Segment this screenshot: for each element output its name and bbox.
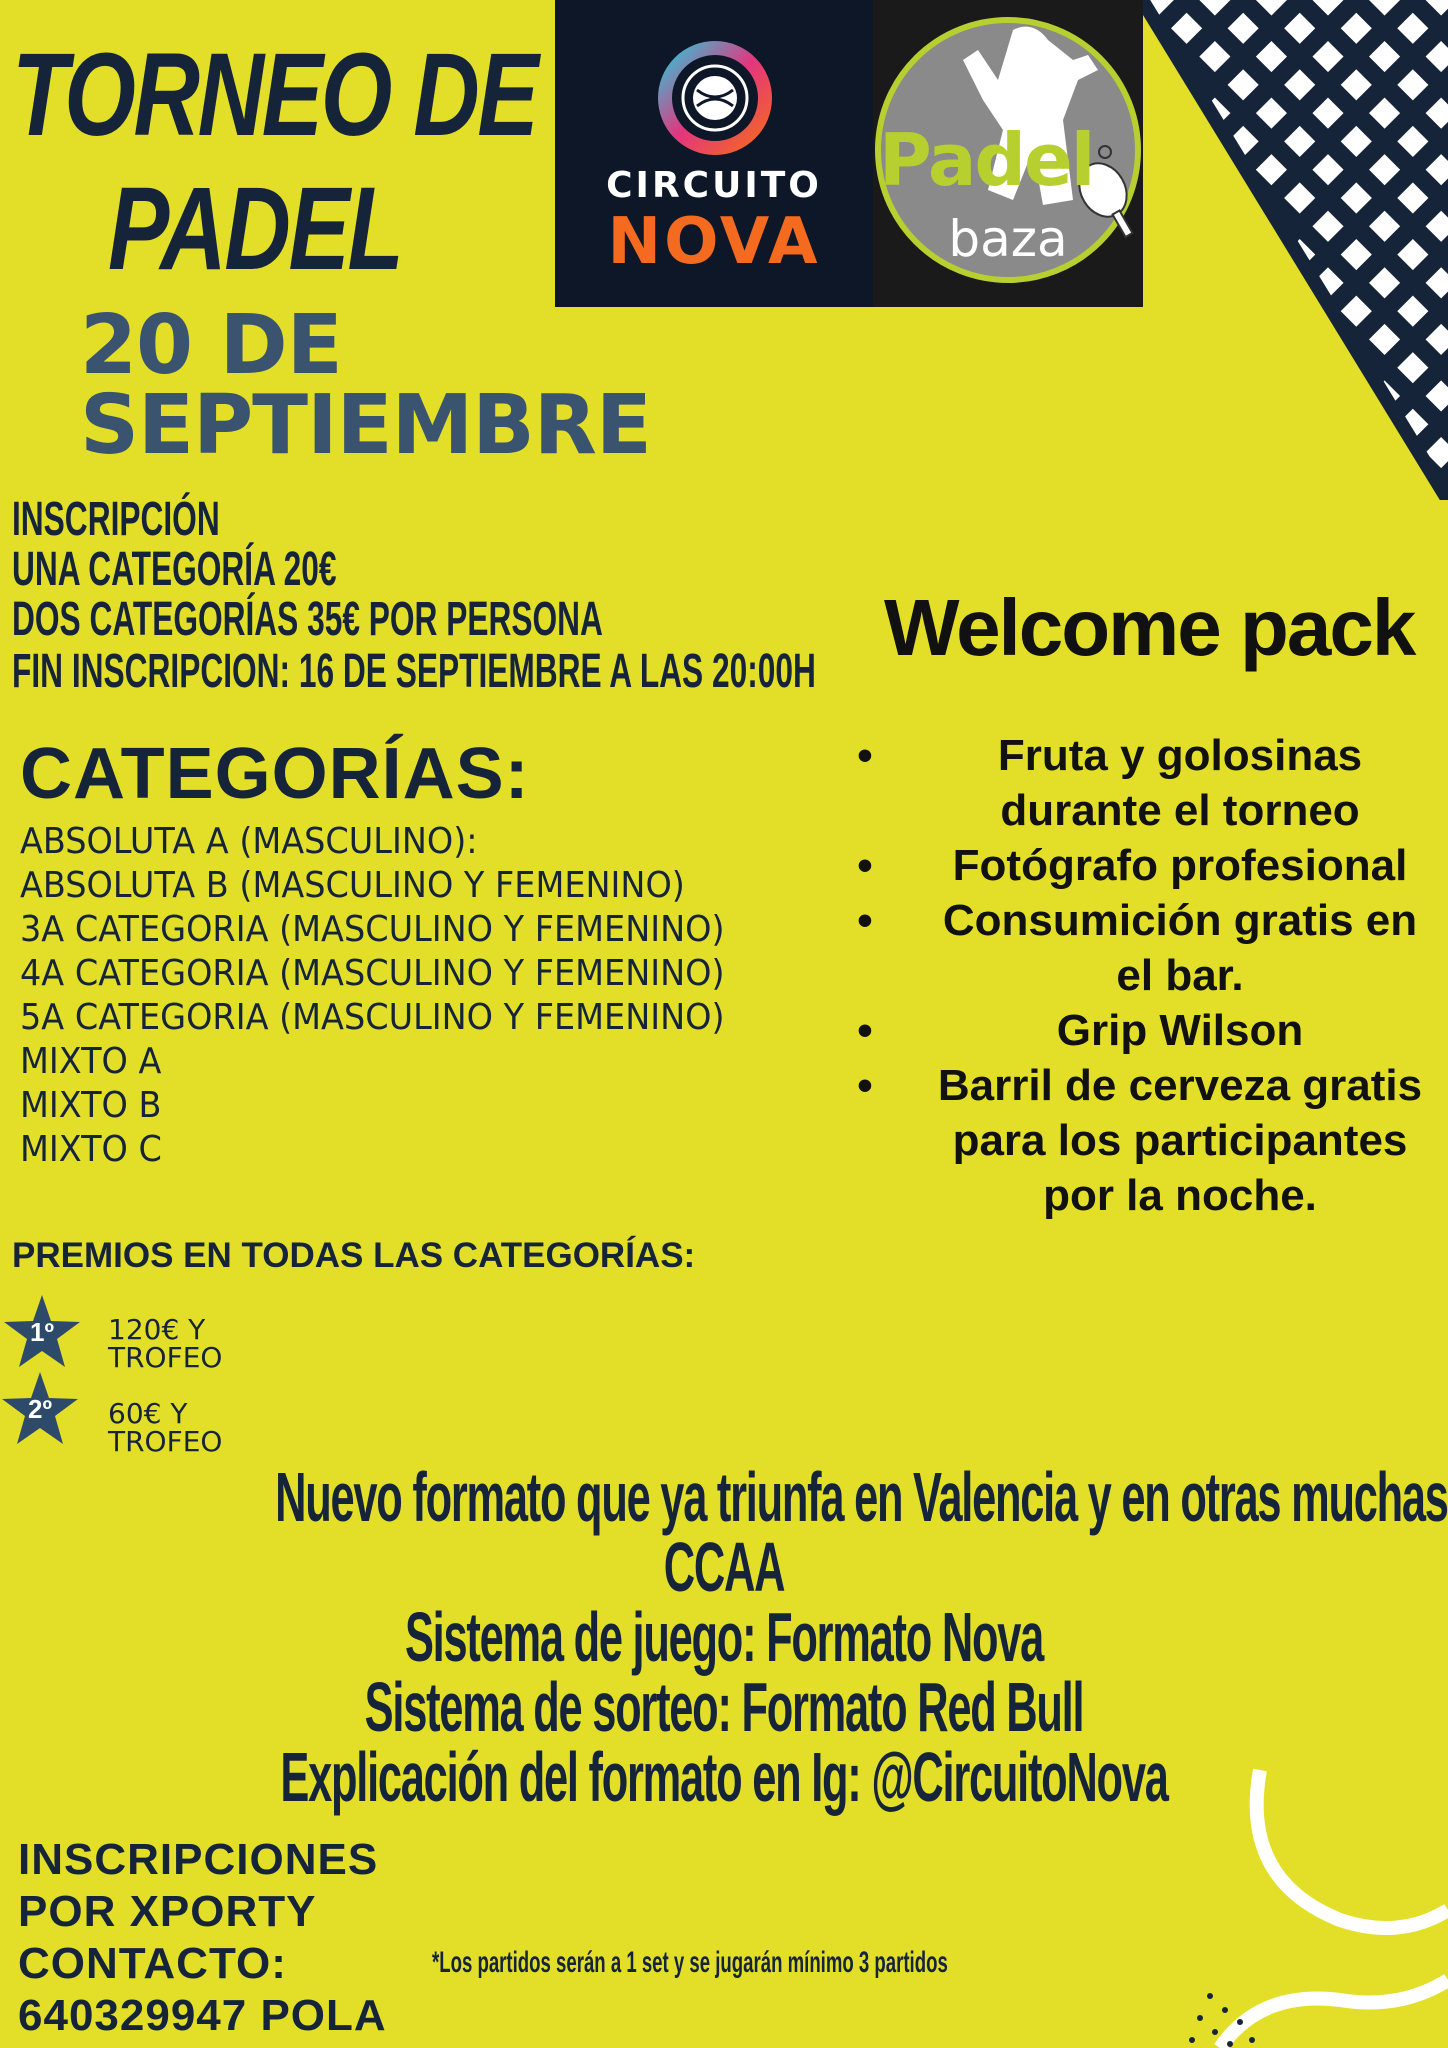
inscripcion-one-category: UNA CATEGORÍA 20€ bbox=[12, 543, 337, 596]
footnote: *Los partidos serán a 1 set y se jugarán mínimo 3 partidos bbox=[432, 1946, 948, 1979]
circuito-nova-logo bbox=[555, 0, 873, 307]
nova-logo-bottom-text: NOVA bbox=[607, 205, 821, 279]
second-prize-text bbox=[108, 1397, 223, 1458]
welcome-pack-item bbox=[850, 1003, 1440, 1058]
welcome-pack-item-text: Consumición gratis en el bar. bbox=[942, 896, 1418, 1000]
categorias-list bbox=[20, 820, 778, 1172]
formato-line-2: CCAA bbox=[663, 1528, 785, 1606]
category-item: 4A CATEGORIA (MASCULINO Y FEMENINO) bbox=[20, 953, 725, 994]
second-place-star-icon bbox=[0, 1370, 80, 1446]
welcome-pack-heading: Welcome pack bbox=[884, 583, 1415, 672]
contact-phone: 640329947 POLA bbox=[18, 1991, 387, 2040]
category-item: ABSOLUTA A (MASCULINO): bbox=[20, 821, 478, 862]
title-line-1: TORNEO DE bbox=[12, 29, 537, 161]
padel-baza-logo bbox=[873, 0, 1143, 307]
welcome-pack-item-text: Barril de cerveza gratis para los participantes por la noche. bbox=[937, 1061, 1423, 1220]
contact-line-2: POR XPORTY bbox=[18, 1887, 317, 1936]
welcome-pack-item-text: Fruta y golosinas durante el torneo bbox=[997, 731, 1363, 835]
welcome-pack-item bbox=[850, 728, 1440, 838]
categorias-heading: CATEGORÍAS: bbox=[20, 734, 530, 814]
welcome-pack-item bbox=[850, 1058, 1440, 1223]
ball-curve-graphic bbox=[1180, 1760, 1448, 2048]
first-prize-trophy: TROFEO bbox=[108, 1341, 223, 1374]
welcome-pack-item bbox=[850, 893, 1440, 1003]
inscripcion-deadline: FIN INSCRIPCION: 16 DE SEPTIEMBRE A LAS 20:00H bbox=[12, 645, 816, 698]
padel-net-graphic bbox=[1130, 0, 1448, 500]
bullet-icon: • bbox=[857, 1061, 873, 1110]
second-place-rank: 2º bbox=[28, 1394, 52, 1424]
bullet-icon: • bbox=[857, 731, 873, 780]
nova-ball-icon bbox=[655, 38, 775, 158]
title-line-2: PADEL bbox=[108, 163, 402, 295]
bullet-icon: • bbox=[857, 896, 873, 945]
formato-line-4: Sistema de sorteo: Formato Red Bull bbox=[364, 1668, 1084, 1746]
date-line-2: SEPTIEMBRE bbox=[80, 378, 651, 473]
first-place-star-icon bbox=[2, 1293, 82, 1369]
bullet-icon: • bbox=[857, 1006, 873, 1055]
formato-line-1: Nuevo formato que ya triunfa en Valencia y en otras muchas bbox=[275, 1458, 1448, 1536]
category-item: ABSOLUTA B (MASCULINO Y FEMENINO) bbox=[20, 865, 685, 906]
nova-logo-top-text: CIRCUITO bbox=[606, 165, 822, 206]
category-item: MIXTO A bbox=[20, 1041, 162, 1082]
inscripcion-heading: INSCRIPCIÓN bbox=[12, 493, 220, 546]
contact-block bbox=[18, 1834, 387, 2042]
premios-heading: PREMIOS EN TODAS LAS CATEGORÍAS: bbox=[12, 1236, 696, 1275]
second-prize-trophy: TROFEO bbox=[108, 1425, 223, 1458]
welcome-pack-item-text: Grip Wilson bbox=[1056, 1006, 1304, 1055]
category-item: MIXTO C bbox=[20, 1129, 162, 1170]
contact-line-3: CONTACTO: bbox=[18, 1939, 287, 1988]
category-item: 3A CATEGORIA (MASCULINO Y FEMENINO) bbox=[20, 909, 725, 950]
welcome-pack-item-text: Fotógrafo profesional bbox=[952, 841, 1408, 890]
padel-logo-top-text: Padel bbox=[879, 118, 1094, 202]
bullet-icon: • bbox=[857, 841, 873, 890]
first-prize-amount: 120€ Y bbox=[108, 1313, 206, 1346]
second-prize-amount: 60€ Y bbox=[108, 1397, 188, 1430]
formato-line-5: Explicación del formato en Ig: @CircuitoNova bbox=[280, 1738, 1168, 1816]
category-item: MIXTO B bbox=[20, 1085, 162, 1126]
formato-line-3: Sistema de juego: Formato Nova bbox=[404, 1598, 1044, 1676]
welcome-pack-item bbox=[850, 838, 1440, 893]
inscripcion-two-categories: DOS CATEGORÍAS 35€ POR PERSONA bbox=[12, 593, 603, 646]
welcome-pack-list bbox=[850, 728, 1440, 1223]
padel-logo-bottom-text: baza bbox=[948, 210, 1068, 268]
first-place-rank: 1º bbox=[30, 1317, 54, 1347]
category-item: 5A CATEGORIA (MASCULINO Y FEMENINO) bbox=[20, 997, 725, 1038]
contact-line-1: INSCRIPCIONES bbox=[18, 1835, 379, 1884]
date-line-1: 20 DE bbox=[80, 298, 342, 393]
first-prize-text bbox=[108, 1313, 223, 1374]
